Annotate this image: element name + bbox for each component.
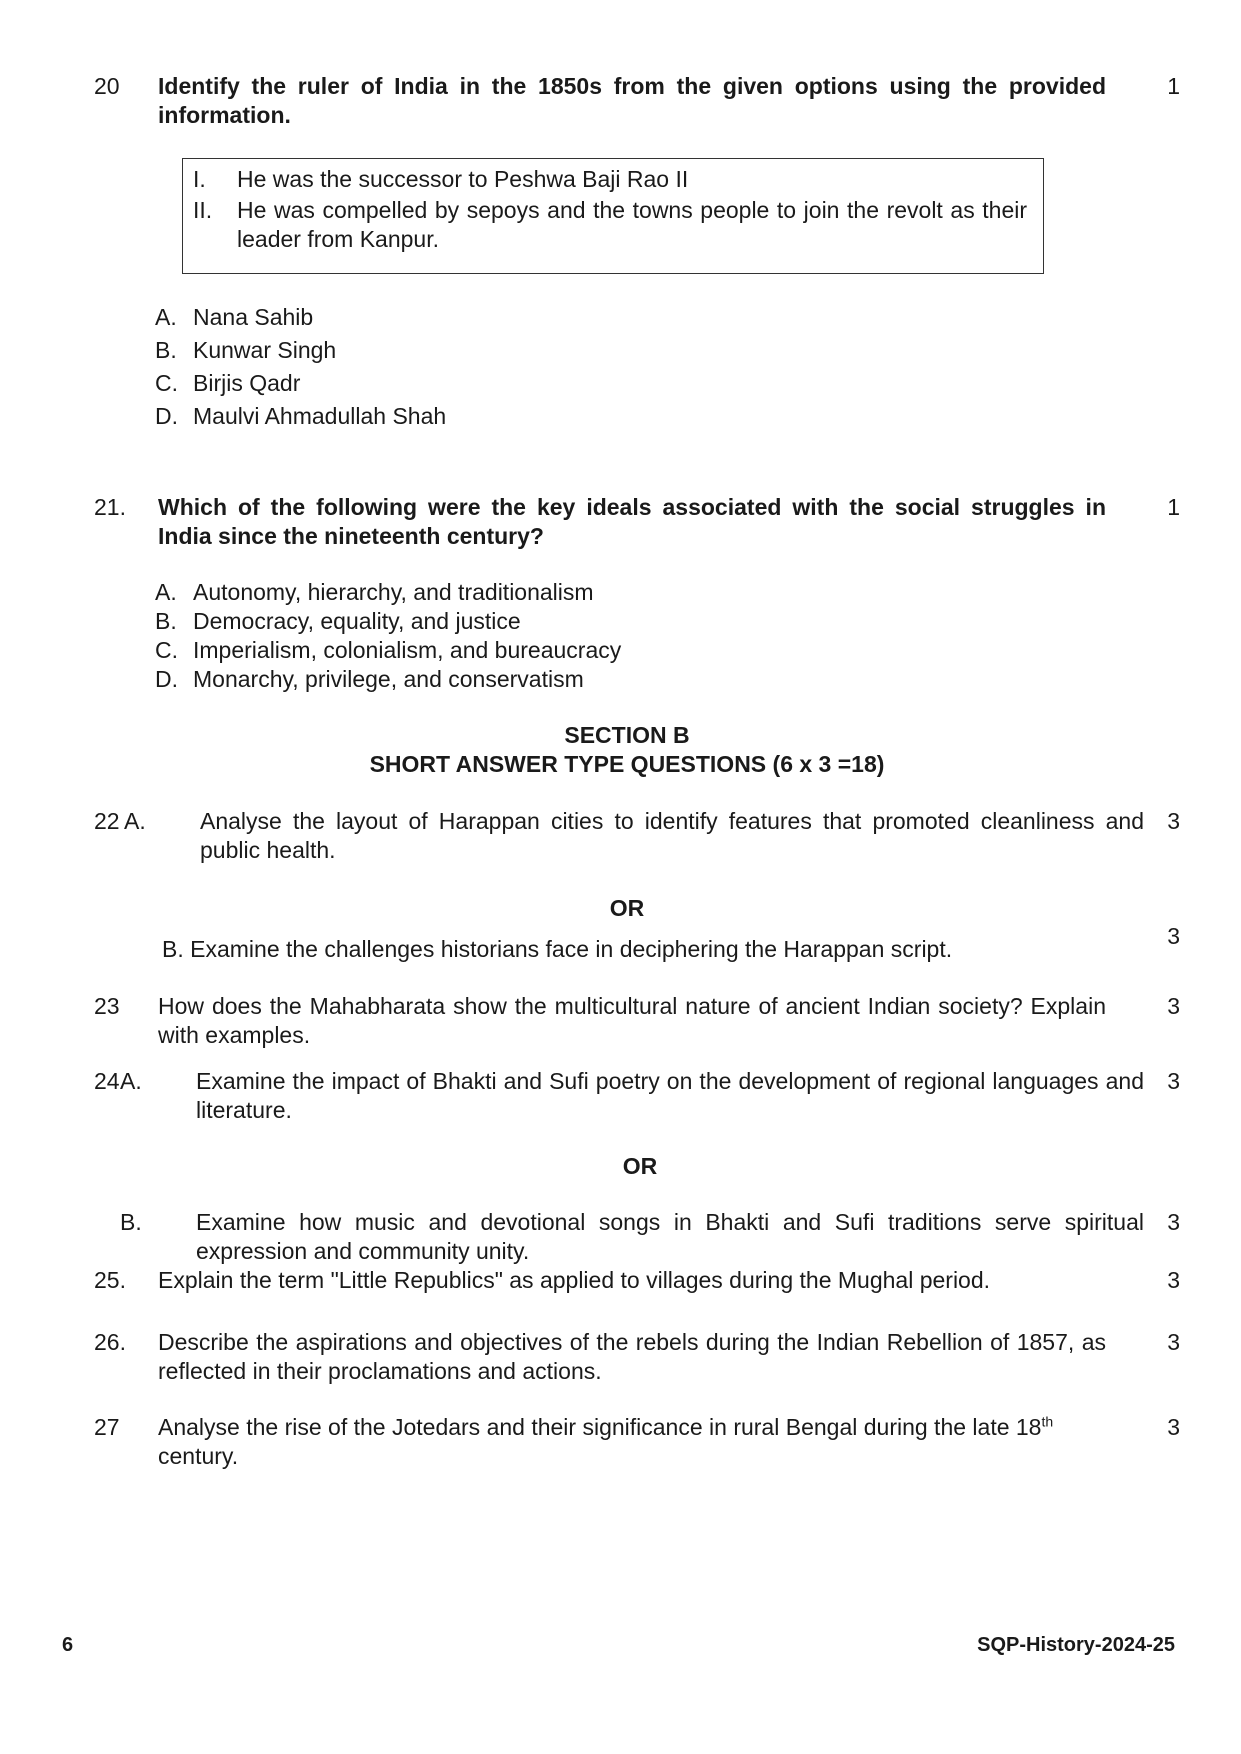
option-label: A. [155,579,177,605]
option-label: D. [155,666,178,692]
question-20-text: Identify the ruler of India in the 1850s from the given options using the provided information. [158,73,1106,128]
question-27-text-end: century. [158,1443,239,1469]
question-24-part-b-marks: 3 [1167,1209,1180,1235]
question-24-part-a [120,1067,1144,1125]
option-text: Kunwar Singh [193,337,337,363]
info-item-label: I. [193,166,206,192]
question-26-number: 26. [94,1329,126,1355]
question-27-marks: 3 [1167,1414,1180,1440]
section-subtitle: SHORT ANSWER TYPE QUESTIONS (6 x 3 =18) [369,751,885,777]
info-item-text: He was compelled by sepoys and the towns people to join the revolt as their leader from Kanpur. [237,197,1027,252]
question-23-text: How does the Mahabharata show the multicultural nature of ancient Indian society? Explain with examples. [158,993,1106,1048]
question-20-option-d [155,402,446,431]
question-26-text: Describe the aspirations and objectives of the rebels during the Indian Rebellion of 1857, as reflected in their proclamations and actions. [158,1329,1106,1384]
option-label: C. [155,637,178,663]
question-20-number: 20 [94,73,120,99]
question-20-option-c [155,369,300,398]
info-item-text: He was the successor to Peshwa Baji Rao II [237,166,689,192]
question-21-option-b [155,607,521,636]
question-24-part-a-marks: 3 [1167,1068,1180,1094]
question-21-number: 21. [94,494,126,520]
document-code: SQP-History-2024-25 [977,1634,1175,1656]
option-label: B. [155,337,177,363]
part-label: A. [120,1068,142,1094]
question-27-number: 27 [94,1414,120,1440]
question-26-marks: 3 [1167,1329,1180,1355]
option-text: Imperialism, colonialism, and bureaucracy [193,637,622,663]
part-text: Examine how music and devotional songs in Bhakti and Sufi traditions serve spiritual expression and community unity. [196,1209,1144,1264]
part-label: B. [162,936,184,962]
page-number: 6 [62,1634,74,1656]
part-label: B. [120,1209,142,1235]
part-label: A. [124,808,146,834]
question-27-superscript: th [1041,1413,1054,1430]
question-20-option-b [155,336,336,365]
part-text: Examine the challenges historians face in deciphering the Harappan script. [190,936,953,962]
section-title: SECTION B [564,722,690,748]
option-label: A. [155,304,177,330]
question-25-text: Explain the term "Little Republics" as applied to villages during the Mughal period. [158,1267,991,1293]
option-label: D. [155,403,178,429]
question-24-or: OR [622,1153,658,1179]
question-23-number: 23 [94,993,120,1019]
question-20-info-box [182,158,1044,274]
question-22-part-a-marks: 3 [1167,808,1180,834]
question-25-number: 25. [94,1267,126,1293]
question-22-part-a [124,807,1144,865]
question-24-number: 24 [94,1068,120,1094]
question-21-text: Which of the following were the key ideals associated with the social struggles in India since the nineteenth century? [158,494,1106,549]
question-25-marks: 3 [1167,1267,1180,1293]
question-27-text-main: Analyse the rise of the Jotedars and their significance in rural Bengal during the late 18 [158,1414,1042,1440]
option-text: Birjis Qadr [193,370,301,396]
question-22-number: 22 [94,808,120,834]
option-text: Maulvi Ahmadullah Shah [193,403,447,429]
question-21-option-a [155,578,594,607]
question-22-part-b-marks: 3 [1167,923,1180,949]
option-text: Autonomy, hierarchy, and traditionalism [193,579,594,605]
question-22-or: OR [609,895,645,921]
question-24-part-b [120,1208,1144,1266]
option-text: Monarchy, privilege, and conservatism [193,666,584,692]
question-22-part-b [162,935,1106,964]
question-20-marks: 1 [1167,73,1180,99]
option-label: C. [155,370,178,396]
question-27-text [158,1413,1098,1471]
question-23-marks: 3 [1167,993,1180,1019]
question-21-option-c [155,636,621,665]
option-label: B. [155,608,177,634]
option-text: Democracy, equality, and justice [193,608,521,634]
part-text: Analyse the layout of Harappan cities to identify features that promoted cleanliness and public health. [200,808,1144,863]
option-text: Nana Sahib [193,304,314,330]
info-item-label: II. [193,197,213,223]
question-20-option-a [155,303,313,332]
part-text: Examine the impact of Bhakti and Sufi poetry on the development of regional languages and literature. [196,1068,1144,1123]
question-21-option-d [155,665,584,694]
question-21-marks: 1 [1167,494,1180,520]
